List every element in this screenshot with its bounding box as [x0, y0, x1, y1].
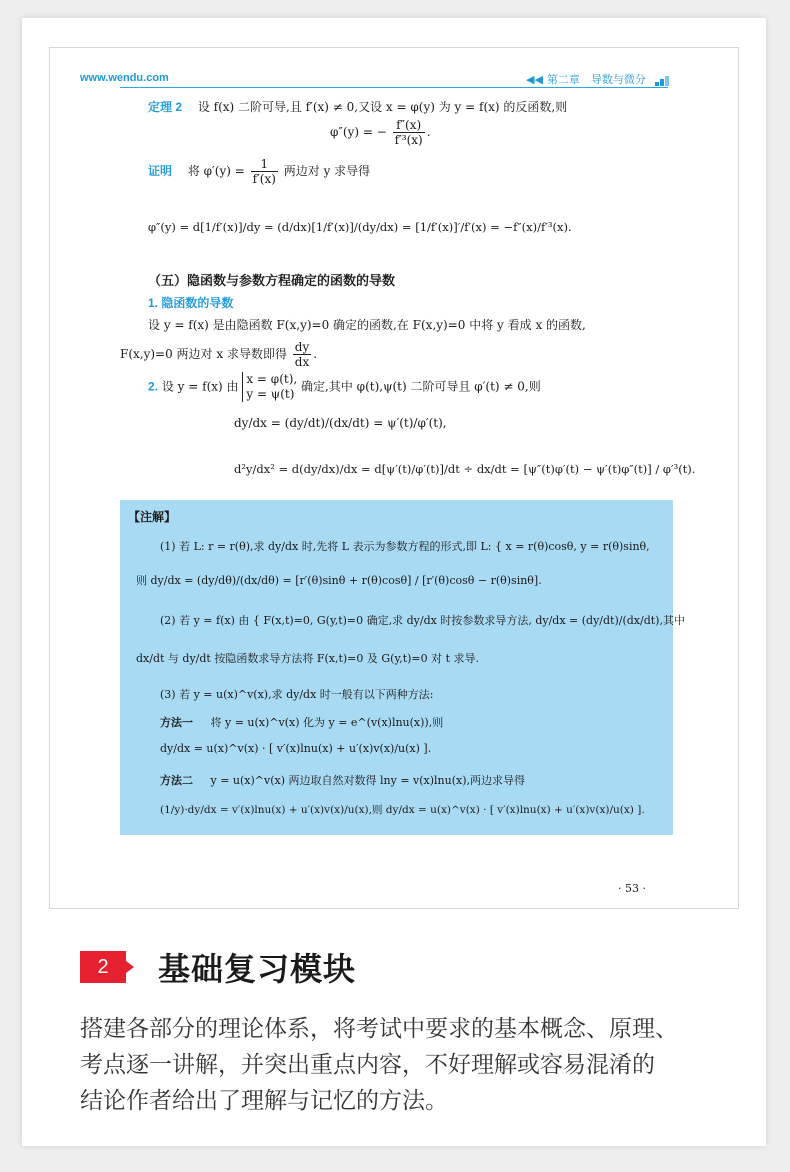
dy-dx-fraction — [293, 340, 311, 369]
chapter-title: 第二章 导数与微分 — [546, 74, 646, 86]
proof-line — [148, 157, 370, 186]
proof-fraction-num: 1 — [251, 157, 278, 172]
note-title: 【注解】 — [128, 510, 177, 524]
parametric-text-b: 确定,其中 φ(t),ψ(t) 二阶可导且 φ′(t) ≠ 0,则 — [301, 379, 541, 394]
method-2-equation: (1/y)·dy/dx = v′(x)lnu(x) + u′(x)v(x)/u(x),则 dy/dx = u(x)^v(x) · [ v′(x)lnu(x) + u′(x)v(x)/u(x) ]. — [160, 804, 645, 816]
implicit-paragraph-2: F(x,y)=0 两边对 x 求导数即得 $\frac{dy}{dx}$ . — [120, 340, 318, 369]
note-item-3: (3) 若 y = u(x)^v(x),求 dy/dx 时一般有以下两种方法: — [160, 688, 434, 701]
method-1-equation: dy/dx = u(x)^v(x) · [ v′(x)lnu(x) + u′(x)v(x)/u(x) ]. — [160, 742, 432, 755]
dy-dx-den: dx — [294, 355, 310, 369]
implicit-paragraph-2-text: F(x,y)=0 两边对 x 求导数即得 — [120, 347, 287, 361]
module-desc-line-3: 结论作者给出了理解与记忆的方法。 — [80, 1088, 448, 1114]
subsection-parametric: 2. — [148, 379, 159, 394]
module-number-badge: 2 — [80, 951, 126, 983]
proof-derivation: φ″(y) = d[1/f′(x)]/dy = (d/dx)[1/f′(x)]/(dy/dx) = [1/f′(x)]′/f′(x) = −f″(x)/f′³(x). — [148, 220, 572, 234]
note-item-2b: dx/dt 与 dy/dt 按隐函数求导方法将 F(x,t)=0 及 G(y,t)=0 对 t 求导. — [136, 652, 480, 665]
proof-fraction-den: f′(x) — [252, 172, 276, 186]
proof-pre: 将 φ′(y) = — [187, 164, 245, 178]
proof-fraction — [251, 157, 278, 186]
page-number: · 53 · — [618, 882, 646, 895]
double-arrow-left-icon: ◀◀ — [526, 74, 543, 86]
proof-post: 两边对 y 求导得 — [283, 164, 371, 178]
theorem-fraction — [393, 118, 425, 147]
note-item-2: (2) 若 y = f(x) 由 { F(x,t)=0, G(y,t)=0 确定,求 dy/dx 时按参数求导方法, dy/dx = (dy/dt)/(dx/dt),其中 — [160, 614, 685, 627]
system-line-1: x = φ(t), — [246, 372, 298, 386]
theorem-fraction-den: f′³(x) — [394, 133, 423, 147]
parametric-line — [148, 372, 541, 402]
parametric-eq-2: d²y/dx² = d(dy/dx)/dx = d[ψ′(t)/φ′(t)]/dt ÷ dx/dt = [ψ″(t)φ′(t) − ψ′(t)φ″(t)] / φ′³(t). — [234, 462, 696, 476]
module-title: 基础复习模块 — [158, 950, 357, 988]
module-desc-line-1: 搭建各部分的理论体系，将考试中要求的基本概念、原理、 — [80, 1016, 678, 1042]
theorem-fraction-num: f″(x) — [393, 118, 425, 133]
theorem-text: 设 f(x) 二阶可导,且 f′(x) ≠ 0,又设 x = φ(y) 为 y = f(x) 的反函数,则 — [197, 100, 568, 114]
method-2-label: 方法二 — [160, 774, 193, 787]
badge-arrow-icon — [126, 961, 134, 973]
parametric-text-a: 设 y = f(x) 由 — [161, 379, 239, 394]
proof-label: 证明 — [148, 164, 173, 178]
theorem-formula-end: . — [426, 125, 431, 139]
subsection-implicit: 1. 隐函数的导数 — [148, 296, 234, 310]
header-chapter — [526, 71, 646, 87]
system-line-2: y = ψ(t) — [246, 387, 295, 401]
method-1-label: 方法一 — [160, 716, 193, 729]
implicit-paragraph-1: 设 y = f(x) 是由隐函数 F(x,y)=0 确定的函数,在 F(x,y)=0 中将 y 看成 x 的函数, — [148, 318, 586, 332]
theorem-formula-lhs: φ″(y) = − — [330, 125, 387, 139]
module-desc-line-2: 考点逐一讲解，并突出重点内容，不好理解或容易混淆的 — [80, 1052, 655, 1078]
note-item-1: (1) 若 L: r = r(θ),求 dy/dx 时,先将 L 表示为参数方程的形式,即 L: { x = r(θ)cosθ, y = r(θ)sinθ, — [160, 540, 650, 553]
dy-dx-num: dy — [294, 340, 310, 354]
parametric-eq-1: dy/dx = (dy/dt)/(dx/dt) = ψ′(t)/φ′(t), — [234, 416, 447, 430]
parametric-system — [242, 372, 297, 402]
header-rule — [120, 87, 668, 88]
method-2-line — [160, 772, 525, 788]
section-title: （五）隐函数与参数方程确定的函数的导数 — [148, 274, 396, 289]
note-item-1b: 则 dy/dx = (dy/dθ)/(dx/dθ) = [r′(θ)sinθ + r(θ)cosθ] / [r′(θ)cosθ − r(θ)sinθ]. — [136, 574, 542, 587]
stairs-logo-icon — [655, 74, 671, 86]
method-1-text: 将 y = u(x)^v(x) 化为 y = e^(v(x)lnu(x)),则 — [210, 716, 444, 729]
theorem-label: 定理 2 — [148, 100, 183, 114]
header-url: www.wendu.com — [80, 72, 169, 84]
theorem-line — [148, 98, 567, 115]
method-1-line — [160, 714, 443, 730]
theorem-formula — [330, 118, 431, 147]
method-2-text: y = u(x)^v(x) 两边取自然对数得 lny = v(x)lnu(x),两边求导得 — [210, 774, 526, 787]
